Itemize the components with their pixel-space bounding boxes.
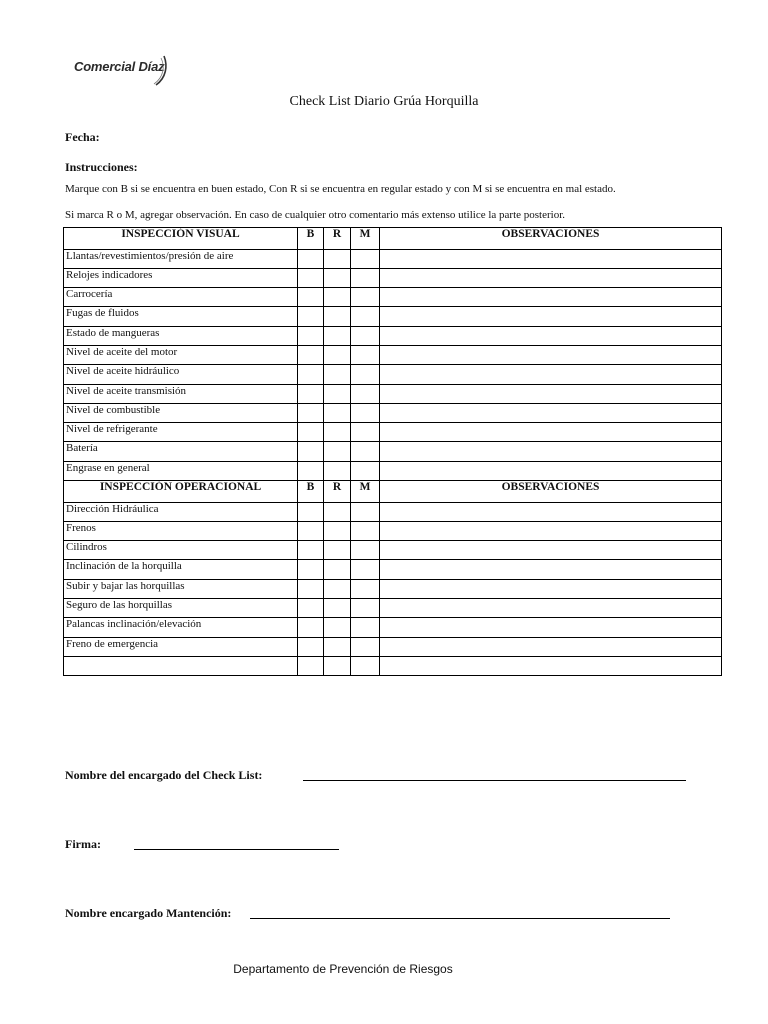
maintenance-owner-label: Nombre encargado Mantención: xyxy=(65,906,232,920)
table-row xyxy=(64,461,722,480)
logo-text: Comercial Díaz xyxy=(74,59,165,74)
company-logo xyxy=(74,54,170,90)
table-row xyxy=(64,560,722,579)
table-row xyxy=(64,365,722,384)
check-cell-b[interactable] xyxy=(298,637,324,656)
check-cell-b[interactable] xyxy=(298,403,324,422)
check-cell-b[interactable] xyxy=(298,345,324,364)
table-row xyxy=(64,656,722,675)
observations-cell[interactable] xyxy=(380,307,722,326)
table-row xyxy=(64,249,722,268)
observations-cell[interactable] xyxy=(380,560,722,579)
item-label: Frenos xyxy=(64,521,298,540)
observations-cell[interactable] xyxy=(380,326,722,345)
check-cell-r[interactable] xyxy=(324,579,351,598)
observations-cell[interactable] xyxy=(380,384,722,403)
check-cell-r[interactable] xyxy=(324,637,351,656)
item-label: Estado de mangueras xyxy=(64,326,298,345)
check-cell-b[interactable] xyxy=(298,579,324,598)
item-label: Llantas/revestimientos/presión de aire xyxy=(64,249,298,268)
table-row xyxy=(64,403,722,422)
check-cell-b[interactable] xyxy=(298,384,324,403)
check-cell-b[interactable] xyxy=(298,521,324,540)
check-cell-b[interactable] xyxy=(298,268,324,287)
check-cell-r[interactable] xyxy=(324,307,351,326)
check-cell-b[interactable] xyxy=(298,326,324,345)
document-title: Check List Diario Grúa Horquilla xyxy=(289,94,479,109)
item-label: Dirección Hidráulica xyxy=(64,502,298,521)
observations-cell[interactable] xyxy=(380,288,722,307)
item-label: Inclinación de la horquilla xyxy=(64,560,298,579)
signature-field[interactable] xyxy=(134,849,339,850)
table-row xyxy=(64,618,722,637)
table-row xyxy=(64,384,722,403)
item-label: Relojes indicadores xyxy=(64,268,298,287)
item-label: Engrase en general xyxy=(64,461,298,480)
check-cell-m[interactable] xyxy=(351,326,380,345)
table-row xyxy=(64,288,722,307)
item-label: Nivel de aceite del motor xyxy=(64,345,298,364)
col-b-header: B xyxy=(298,481,324,503)
observations-cell[interactable] xyxy=(380,403,722,422)
operational-header-row xyxy=(64,481,722,503)
instruction-text-2: Si marca R o M, agregar observación. En caso de cualquier otro comentario más extenso utilice la parte posterior. xyxy=(65,209,566,221)
logo-swoosh-icon xyxy=(152,54,172,88)
col-b-header: B xyxy=(298,228,324,250)
check-cell-r[interactable] xyxy=(324,656,351,675)
check-cell-b[interactable] xyxy=(298,502,324,521)
check-cell-m[interactable] xyxy=(351,599,380,618)
check-cell-m[interactable] xyxy=(351,521,380,540)
table-row xyxy=(64,307,722,326)
check-cell-m[interactable] xyxy=(351,502,380,521)
check-cell-b[interactable] xyxy=(298,618,324,637)
item-label: Subir y bajar las horquillas xyxy=(64,579,298,598)
check-cell-m[interactable] xyxy=(351,541,380,560)
observations-cell[interactable] xyxy=(380,618,722,637)
visual-header-row xyxy=(64,228,722,250)
table-row xyxy=(64,541,722,560)
item-label: Nivel de aceite transmisión xyxy=(64,384,298,403)
check-cell-b[interactable] xyxy=(298,365,324,384)
check-cell-m[interactable] xyxy=(351,618,380,637)
check-cell-r[interactable] xyxy=(324,403,351,422)
item-label: Fugas de fluidos xyxy=(64,307,298,326)
inspection-table xyxy=(63,227,722,676)
check-cell-b[interactable] xyxy=(298,307,324,326)
observations-cell[interactable] xyxy=(380,599,722,618)
check-cell-r[interactable] xyxy=(324,599,351,618)
col-r-header: R xyxy=(324,481,351,503)
item-label xyxy=(64,656,298,675)
table-row xyxy=(64,521,722,540)
check-cell-r[interactable] xyxy=(324,618,351,637)
check-cell-m[interactable] xyxy=(351,384,380,403)
signature-label: Firma: xyxy=(65,837,101,851)
item-label: Cilindros xyxy=(64,541,298,560)
observations-cell[interactable] xyxy=(380,502,722,521)
check-cell-r[interactable] xyxy=(324,521,351,540)
check-cell-r[interactable] xyxy=(324,560,351,579)
table-row xyxy=(64,502,722,521)
checklist-owner-field[interactable] xyxy=(303,780,686,781)
check-cell-b[interactable] xyxy=(298,249,324,268)
check-cell-m[interactable] xyxy=(351,656,380,675)
check-cell-m[interactable] xyxy=(351,249,380,268)
check-cell-b[interactable] xyxy=(298,541,324,560)
table-row xyxy=(64,637,722,656)
check-cell-b[interactable] xyxy=(298,656,324,675)
item-label: Nivel de refrigerante xyxy=(64,423,298,442)
check-cell-b[interactable] xyxy=(298,423,324,442)
check-cell-m[interactable] xyxy=(351,560,380,579)
checklist-owner-label: Nombre del encargado del Check List: xyxy=(65,768,263,782)
instruction-text-1: Marque con B si se encuentra en buen estado, Con R si se encuentra en regular estado y con M si se encuentra en mal estado. xyxy=(65,183,616,195)
check-cell-r[interactable] xyxy=(324,288,351,307)
observations-cell[interactable] xyxy=(380,249,722,268)
date-label: Fecha: xyxy=(65,130,100,144)
observations-cell[interactable] xyxy=(380,365,722,384)
table-row xyxy=(64,345,722,364)
check-cell-m[interactable] xyxy=(351,365,380,384)
col-m-header: M xyxy=(351,228,380,250)
table-row xyxy=(64,599,722,618)
col-r-header: R xyxy=(324,228,351,250)
check-cell-r[interactable] xyxy=(324,365,351,384)
check-cell-m[interactable] xyxy=(351,442,380,461)
check-cell-r[interactable] xyxy=(324,345,351,364)
maintenance-owner-field[interactable] xyxy=(250,918,670,919)
observations-header: OBSERVACIONES xyxy=(380,481,722,503)
observations-cell[interactable] xyxy=(380,423,722,442)
check-cell-r[interactable] xyxy=(324,442,351,461)
check-cell-m[interactable] xyxy=(351,307,380,326)
table-row xyxy=(64,423,722,442)
check-cell-m[interactable] xyxy=(351,403,380,422)
check-cell-b[interactable] xyxy=(298,599,324,618)
item-label: Nivel de combustible xyxy=(64,403,298,422)
observations-cell[interactable] xyxy=(380,579,722,598)
instructions-label: Instrucciones: xyxy=(65,160,138,174)
check-cell-m[interactable] xyxy=(351,345,380,364)
operational-inspection-header: INSPECCIÓN OPERACIONAL xyxy=(64,481,298,503)
check-cell-m[interactable] xyxy=(351,461,380,480)
col-m-header: M xyxy=(351,481,380,503)
observations-cell[interactable] xyxy=(380,637,722,656)
item-label: Seguro de las horquillas xyxy=(64,599,298,618)
observations-cell[interactable] xyxy=(380,345,722,364)
observations-header: OBSERVACIONES xyxy=(380,228,722,250)
observations-cell[interactable] xyxy=(380,656,722,675)
check-cell-r[interactable] xyxy=(324,384,351,403)
check-cell-r[interactable] xyxy=(324,268,351,287)
observations-cell[interactable] xyxy=(380,461,722,480)
table-row xyxy=(64,442,722,461)
footer-department: Departamento de Prevención de Riesgos xyxy=(233,962,453,976)
check-cell-m[interactable] xyxy=(351,423,380,442)
item-label: Nivel de aceite hidráulico xyxy=(64,365,298,384)
check-cell-r[interactable] xyxy=(324,502,351,521)
check-cell-b[interactable] xyxy=(298,461,324,480)
check-cell-r[interactable] xyxy=(324,249,351,268)
check-cell-r[interactable] xyxy=(324,423,351,442)
observations-cell[interactable] xyxy=(380,268,722,287)
table-row xyxy=(64,268,722,287)
check-cell-b[interactable] xyxy=(298,288,324,307)
observations-cell[interactable] xyxy=(380,442,722,461)
check-cell-r[interactable] xyxy=(324,326,351,345)
check-cell-m[interactable] xyxy=(351,288,380,307)
item-label: Palancas inclinación/elevación xyxy=(64,618,298,637)
check-cell-r[interactable] xyxy=(324,541,351,560)
table-row xyxy=(64,326,722,345)
item-label: Carrocería xyxy=(64,288,298,307)
check-cell-b[interactable] xyxy=(298,560,324,579)
check-cell-b[interactable] xyxy=(298,442,324,461)
observations-cell[interactable] xyxy=(380,541,722,560)
observations-cell[interactable] xyxy=(380,521,722,540)
check-cell-m[interactable] xyxy=(351,268,380,287)
check-cell-m[interactable] xyxy=(351,579,380,598)
check-cell-r[interactable] xyxy=(324,461,351,480)
visual-inspection-header: INSPECCIÓN VISUAL xyxy=(64,228,298,250)
table-row xyxy=(64,579,722,598)
item-label: Batería xyxy=(64,442,298,461)
item-label: Freno de emergencia xyxy=(64,637,298,656)
check-cell-m[interactable] xyxy=(351,637,380,656)
